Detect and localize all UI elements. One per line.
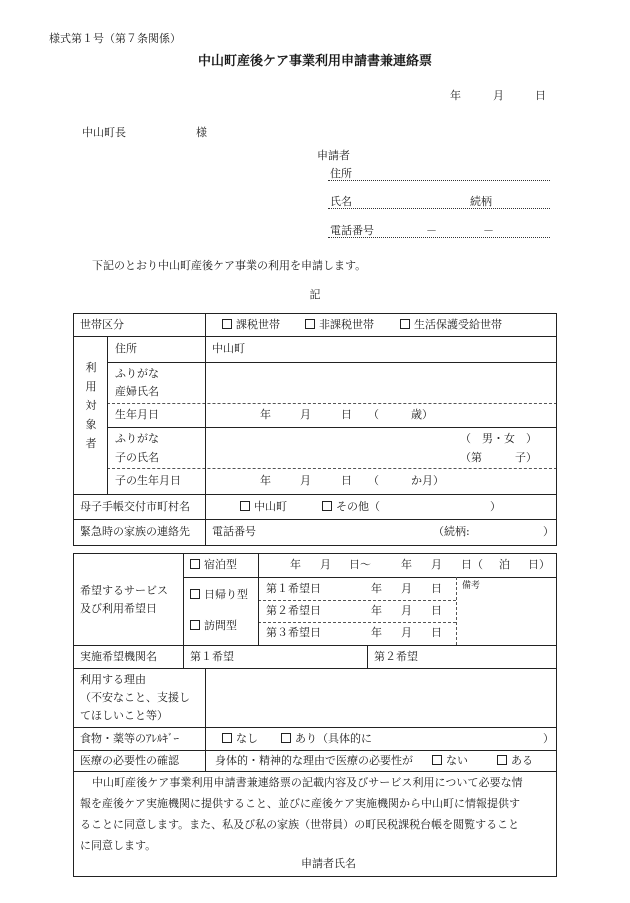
subject-address-value[interactable]: 中山町 xyxy=(212,342,245,355)
checkbox-icon[interactable] xyxy=(400,319,410,329)
applicant-name-line[interactable] xyxy=(328,208,550,209)
checkbox-icon[interactable] xyxy=(322,501,332,511)
child-age-open: （ xyxy=(368,474,379,487)
emergency-label: 緊急時の家族の連絡先 xyxy=(80,525,190,538)
applicant-phone-label[interactable]: 電話番号 xyxy=(330,224,374,237)
checkbox-icon[interactable] xyxy=(222,733,232,743)
stay-day-close: 日） xyxy=(528,558,550,571)
applicant-name-label[interactable]: 氏名 xyxy=(330,195,352,208)
medical-label: 医療の必要性の確認 xyxy=(80,754,179,767)
emergency-relation[interactable]: （続柄: xyxy=(433,525,470,538)
child-age-months[interactable]: か月） xyxy=(411,474,444,487)
mother-dob-day[interactable]: 日 xyxy=(341,408,352,421)
consent-signature-label[interactable]: 申請者氏名 xyxy=(301,857,356,870)
household-option-nontaxed[interactable]: 非課税世帯 xyxy=(305,318,374,332)
maternal-book-close: ） xyxy=(490,500,501,513)
household-label: 世帯区分 xyxy=(80,318,124,331)
reason-label-line1: 利用する理由 xyxy=(80,673,146,686)
intro-text: 下記のとおり中山町産後ケア事業の利用を申請します。 xyxy=(92,259,367,272)
allergy-none[interactable]: なし xyxy=(222,732,258,746)
checkbox-icon[interactable] xyxy=(432,755,442,765)
ki-heading: 記 xyxy=(309,288,321,301)
mother-age-open: （ xyxy=(368,408,379,421)
child-sex[interactable]: （ 男・女 ） xyxy=(460,432,537,445)
applicant-address-line[interactable] xyxy=(328,180,550,181)
child-order[interactable]: （第 子） xyxy=(460,451,537,464)
consent-line-3: ることに同意します。また、私及び私の家族（世帯員）の町民税課税台帳を閲覧すること xyxy=(80,818,520,831)
date-year: 年 xyxy=(450,89,461,102)
maternal-book-nakayama[interactable]: 中山町 xyxy=(240,500,287,514)
facility-second[interactable]: 第２希望 xyxy=(374,650,418,663)
checkbox-icon[interactable] xyxy=(240,501,250,511)
mother-dob-year[interactable]: 年 xyxy=(260,408,271,421)
checkbox-icon[interactable] xyxy=(190,559,200,569)
stay-year2[interactable]: 年 xyxy=(401,558,412,571)
reason-label-line2: （不安なこと、支援し xyxy=(80,691,190,704)
consent-line-2: 報を産後ケア実施機関に提供すること、並びに産後ケア実施機関から中山町に情報提供す xyxy=(80,797,520,810)
allergy-close: ） xyxy=(543,732,554,745)
checkbox-icon[interactable] xyxy=(190,589,200,599)
facility-label: 実施希望機関名 xyxy=(80,650,157,663)
child-furigana-label: ふりがな xyxy=(115,432,159,445)
wish-1-label: 第１希望日 xyxy=(266,582,321,595)
wish-1-year[interactable]: 年 xyxy=(371,582,382,595)
service-label-line1: 希望するサービス xyxy=(80,584,168,597)
consent-line-4: に同意します。 xyxy=(80,839,157,852)
child-dob-month[interactable]: 月 xyxy=(300,474,311,487)
date-day: 日 xyxy=(535,89,546,102)
consent-line-1: 中山町産後ケア事業利用申請書兼連絡票の記載内容及びサービス利用について必要な情 xyxy=(92,776,523,789)
wish-2-label: 第２希望日 xyxy=(266,604,321,617)
applicant-phone-line[interactable] xyxy=(328,237,550,238)
checkbox-icon[interactable] xyxy=(281,733,291,743)
medical-yes[interactable]: ある xyxy=(497,754,533,768)
page-title: 中山町産後ケア事業利用申請書兼連絡票 xyxy=(197,54,432,69)
emergency-phone[interactable]: 電話番号 xyxy=(212,525,256,538)
maternal-book-label: 母子手帳交付市町村名 xyxy=(80,500,190,513)
date-month: 月 xyxy=(493,89,504,102)
applicant-relation-label[interactable]: 続柄 xyxy=(470,195,492,208)
wish-2-month[interactable]: 月 xyxy=(401,604,412,617)
checkbox-icon[interactable] xyxy=(305,319,315,329)
stay-day2[interactable]: 日（ xyxy=(461,558,483,571)
child-dob-label: 子の生年月日 xyxy=(115,474,181,487)
service-daytrip-option[interactable]: 日帰り型 xyxy=(190,588,248,602)
service-label-line2: 及び利用希望日 xyxy=(80,602,157,615)
phone-dash-1: － xyxy=(426,224,437,237)
wish-3-year[interactable]: 年 xyxy=(371,626,382,639)
household-option-taxed[interactable]: 課税世帯 xyxy=(222,318,280,332)
medical-no[interactable]: ない xyxy=(432,754,468,768)
wish-3-month[interactable]: 月 xyxy=(401,626,412,639)
stay-year[interactable]: 年 xyxy=(290,558,301,571)
wish-3-day[interactable]: 日 xyxy=(431,626,442,639)
subject-address-label: 住所 xyxy=(115,342,137,355)
mother-dob-month[interactable]: 月 xyxy=(300,408,311,421)
household-option-welfare[interactable]: 生活保護受給世帯 xyxy=(400,318,502,332)
child-name-label: 子の氏名 xyxy=(115,451,159,464)
child-dob-day[interactable]: 日 xyxy=(341,474,352,487)
applicant-address-label[interactable]: 住所 xyxy=(330,167,352,180)
service-visit-option[interactable]: 訪問型 xyxy=(190,619,237,633)
applicant-label: 申請者 xyxy=(317,149,350,162)
wish-3-label: 第３希望日 xyxy=(266,626,321,639)
mother-age[interactable]: 歳） xyxy=(411,408,433,421)
wish-1-day[interactable]: 日 xyxy=(431,582,442,595)
addressee-name: 中山町長 xyxy=(82,126,126,139)
service-stay-option[interactable]: 宿泊型 xyxy=(190,558,237,572)
allergy-label: 食物・薬等のｱﾚﾙｷﾞｰ xyxy=(80,732,179,745)
stay-nights[interactable]: 泊 xyxy=(499,558,510,571)
facility-first[interactable]: 第１希望 xyxy=(190,650,234,663)
allergy-yes[interactable]: あり（具体的に xyxy=(281,732,372,746)
phone-dash-2: － xyxy=(483,224,494,237)
mother-furigana-label: ふりがな xyxy=(115,367,159,380)
stay-day-from[interactable]: 日～ xyxy=(349,558,371,571)
checkbox-icon[interactable] xyxy=(190,620,200,630)
mother-name-label: 産婦氏名 xyxy=(115,385,159,398)
form-number: 様式第１号（第７条関係） xyxy=(49,32,181,45)
reason-label-line3: てほしいこと等） xyxy=(80,709,168,722)
checkbox-icon[interactable] xyxy=(497,755,507,765)
mother-dob-label: 生年月日 xyxy=(115,408,159,421)
medical-question: 身体的・精神的な理由で医療の必要性が xyxy=(215,754,413,767)
wish-2-day[interactable]: 日 xyxy=(431,604,442,617)
emergency-close: ） xyxy=(543,525,554,538)
child-dob-year[interactable]: 年 xyxy=(260,474,271,487)
checkbox-icon[interactable] xyxy=(222,319,232,329)
maternal-book-other[interactable]: その他（ xyxy=(322,500,380,514)
wish-2-year[interactable]: 年 xyxy=(371,604,382,617)
subject-side-label: 利 用 対 象 者 xyxy=(85,361,97,450)
addressee-honorific: 様 xyxy=(196,126,207,139)
remarks-label: 備考 xyxy=(462,581,481,591)
stay-month[interactable]: 月 xyxy=(320,558,331,571)
wish-1-month[interactable]: 月 xyxy=(401,582,412,595)
stay-month2[interactable]: 月 xyxy=(431,558,442,571)
